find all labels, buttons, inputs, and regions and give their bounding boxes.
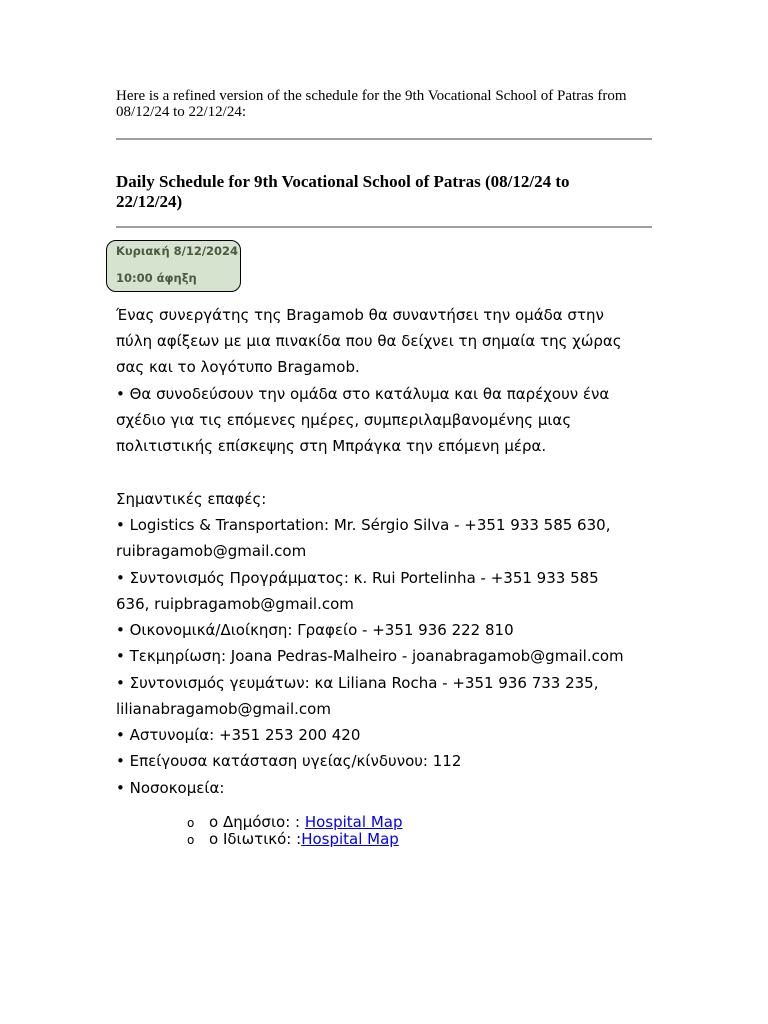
body-line: Ένας συνεργάτης της Bragamob θα συναντήσει την ομάδα στην: [116, 306, 604, 324]
badge-time: 10:00 άφηξη: [116, 271, 197, 285]
body-line: σας και το λογότυπο Bragamob.: [116, 358, 360, 376]
contact-line: 636, ruipbragamob@gmail.com: [116, 595, 354, 613]
contact-line: • Συντονισμός γευμάτων: κα Liliana Rocha - +351 936 733 235,: [116, 674, 599, 692]
schedule-heading: Daily Schedule for 9th Vocational School of Patras (08/12/24 to 22/12/24): [116, 172, 570, 211]
badge-date: Κυριακή 8/12/2024: [116, 244, 239, 258]
contact-line: • Οικονομικά/Διοίκηση: Γραφείο - +351 936 222 810: [116, 621, 514, 639]
hospital-map-link[interactable]: Hospital Map: [301, 830, 399, 848]
date-badge: [106, 240, 241, 292]
contact-line: lilianabragamob@gmail.com: [116, 700, 331, 718]
body-line: πολιτιστικής επίσκεψης στη Μπράγκα την επόμενη μέρα.: [116, 437, 547, 455]
contacts-title: Σημαντικές επαφές:: [116, 490, 267, 508]
list-bullet: o: [187, 816, 195, 830]
contact-line: • Επείγουσα κατάσταση υγείας/κίνδυνου: 112: [116, 752, 462, 770]
hospital-label: ο Δημόσιο: :: [209, 813, 305, 831]
contact-line: • Logistics & Transportation: Mr. Sérgio Silva - +351 933 585 630,: [116, 516, 611, 534]
hospital-item-private: [187, 831, 399, 849]
contact-line: • Τεκμηρίωση: Joana Pedras-Malheiro - joanabragamob@gmail.com: [116, 647, 624, 665]
contact-line: ruibragamob@gmail.com: [116, 542, 307, 560]
hospital-map-link[interactable]: Hospital Map: [304, 813, 403, 831]
hospital-label: ο Ιδιωτικό: :: [209, 830, 302, 848]
contact-line: • Αστυνομία: +351 253 200 420: [116, 726, 361, 744]
body-line: • Θα συνοδεύσουν την ομάδα στο κατάλυμα και θα παρέχουν ένα: [116, 385, 610, 403]
hospitals-title: • Νοσοκομεία:: [116, 779, 225, 797]
contact-line: • Συντονισμός Προγράμματος: κ. Rui Portelinha - +351 933 585: [116, 569, 599, 587]
body-line: σχέδιο για τις επόμενες ημέρες, συμπεριλαμβανομένης μιας: [116, 411, 572, 429]
list-bullet: o: [187, 833, 195, 847]
body-line: πύλη αφίξεων με μια πινακίδα που θα δείχνει τη σημαία της χώρας: [116, 332, 622, 350]
divider: [116, 138, 652, 140]
divider: [116, 226, 652, 228]
intro-text: Here is a refined version of the schedule for the 9th Vocational School of Patras from 08/12/24 to 22/12/24:: [116, 88, 627, 120]
